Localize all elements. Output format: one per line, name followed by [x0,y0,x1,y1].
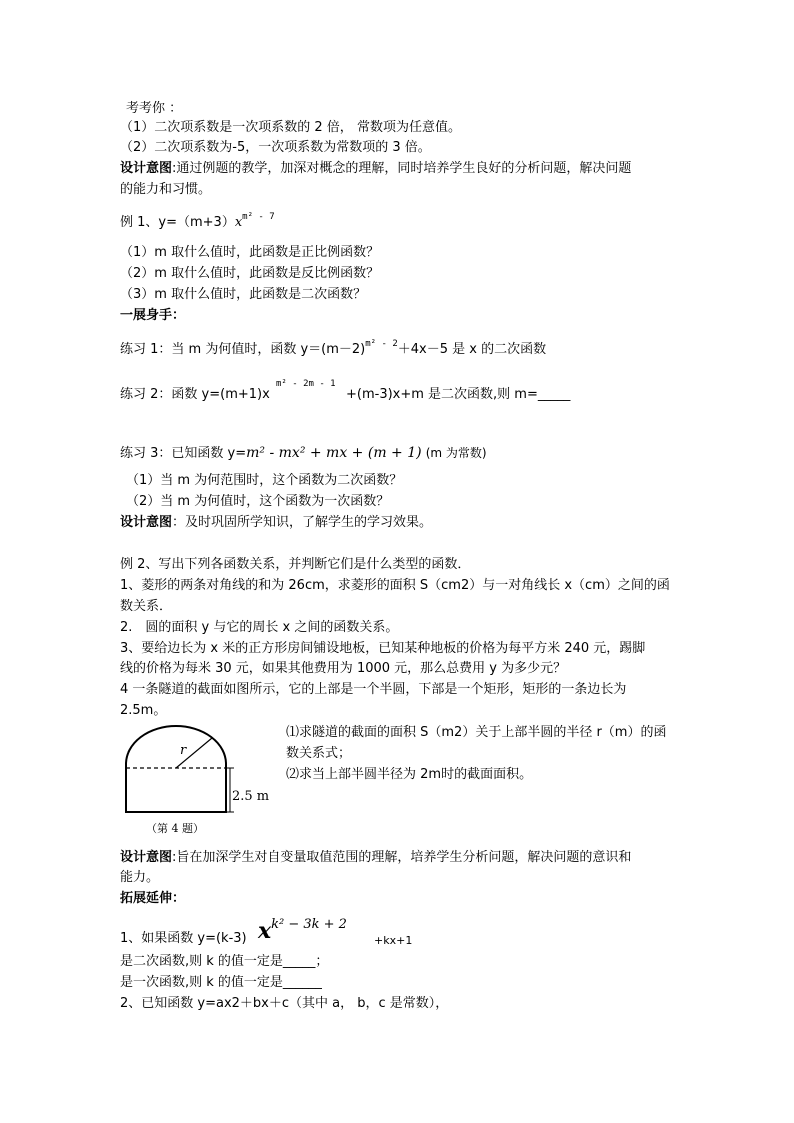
design-intent-text: ：及时巩固所学知识，了解学生的学习效果。 [172,515,433,530]
example-2-item-1: 1、菱形的两条对角线的和为 26cm，求菱形的面积 S（cm2）与一对角线长 x（cm）之间的函 [120,578,670,593]
tunnel-caption: （第 4 题） [146,822,204,835]
practice-2-suffix: +(m-3)x+m 是二次函数,则 m=_____ [346,387,571,402]
design-intent-label: 设计意图 [120,515,173,530]
practice-3-formula: m² - mx² + mx + (m + 1) [246,445,422,461]
tunnel-height-label: 2.5 m [232,789,270,804]
example-2-sub-1-cont: 数关系式； [286,746,352,761]
design-intent-1-cont: 的能力和习惯。 [120,182,212,197]
example-1-q2: （2）m 取什么值时，此函数是反比例函数？ [120,266,380,281]
example-2-item-1-cont: 数关系． [120,599,173,614]
extend-1-a: 是二次函数,则 k 的值一定是_____； [120,954,329,969]
example-2-title: 例 2、写出下列各函数关系，并判断它们是什么类型的函数． [120,557,471,572]
example-1-q1: （1）m 取什么值时，此函数是正比例函数？ [120,245,380,260]
extend-header: 拓展延伸： [120,891,186,906]
example-1 [120,214,275,233]
design-intent-3 [120,849,631,867]
practice-1-exponent: m² - 2 [365,339,398,349]
tunnel-figure [118,724,278,839]
extend-1-prefix: 1、如果函数 y=(k-3) [120,931,247,946]
practice-2-prefix: 练习 2：函数 y=(m+1)x [120,387,270,402]
example-2-item-3: 3、要给边长为 x 米的正方形房间铺设地板，已知某种地板的价格为每平方米 240 元，踢脚 [120,641,646,656]
extend-1-suffix: +kx+1 [374,934,413,947]
practice-1-prefix: 练习 1：当 m 为何值时，函数 y＝(m－2) [120,342,366,357]
design-intent-label: 设计意图 [120,850,173,865]
practice-3-suffix: (m 为常数) [425,446,487,460]
extend-2: 2、已知函数 y=ax2＋bx＋c（其中 a， b，c 是常数）， [120,996,449,1011]
practice-3-q2: （2）当 m 为何值时，这个函数为一次函数？ [126,494,390,509]
quiz-question-1: （1）二次项系数是一次项系数的 2 倍， 常数项为任意值。 [120,120,461,135]
practice-2-exponent: m² - 2m - 1 [276,379,336,389]
practice-header: 一展身手： [120,308,186,323]
extend-1-b: 是一次函数,则 k 的值一定是______ [120,975,322,990]
quiz-question-2: （2）二次项系数为-5，一次项系数为常数项的 3 倍。 [120,140,431,155]
quiz-title: 考考你 ： [126,101,183,116]
example-2-item-2: 2. 圆的面积 y 与它的周长 x 之间的函数关系。 [120,620,399,635]
practice-3-q1: （1）当 m 为何范围时，这个函数为二次函数？ [126,473,403,488]
extend-1 [120,930,247,948]
extend-1-formula: x [258,918,272,944]
practice-2 [120,386,270,404]
practice-3 [120,444,487,463]
example-1-q3: （3）m 取什么值时，此函数是二次函数？ [120,287,367,302]
example-2-sub-2: ⑵求当上部半圆半径为 2m时的截面面积。 [286,767,533,782]
practice-3-prefix: 练习 3：已知函数 y= [120,446,247,461]
example-1-exponent: m² - 7 [242,212,275,222]
example-2-item-4: 4 一条隧道的截面如图所示，它的上部是一个半圆，下部是一个矩形，矩形的一条边长为 [120,682,627,697]
example-2-item-3-cont: 线的价格为每米 30 元，如果其他费用为 1000 元，那么总费用 y 为多少元？ [120,661,567,676]
design-intent-text: :旨在加深学生对自变量取值范围的理解，培养学生分析问题，解决问题的意识和 [172,850,632,865]
extend-1-formula-group [258,918,347,944]
design-intent-text: :通过例题的教学，加深对概念的理解，同时培养学生良好的分析问题，解决问题 [172,161,632,176]
design-intent-2 [120,514,432,532]
practice-1-suffix: ＋4x－5 是 x 的二次函数 [397,342,547,357]
design-intent-1 [120,160,631,178]
design-intent-3-cont: 能力。 [120,870,160,885]
example-2-sub-1: ⑴求隧道的截面的面积 S（m2）关于上部半圆的半径 r（m）的函 [286,725,667,740]
example-1-base: x [234,215,243,230]
example-2-item-4-cont: 2.5m。 [120,703,167,718]
practice-1 [120,341,546,360]
extend-1-exponent: k² − 3k + 2 [271,917,347,932]
design-intent-label: 设计意图 [120,161,173,176]
example-1-prefix: 例 1、y=（m+3） [120,215,235,230]
tunnel-radius-label: r [180,743,187,758]
